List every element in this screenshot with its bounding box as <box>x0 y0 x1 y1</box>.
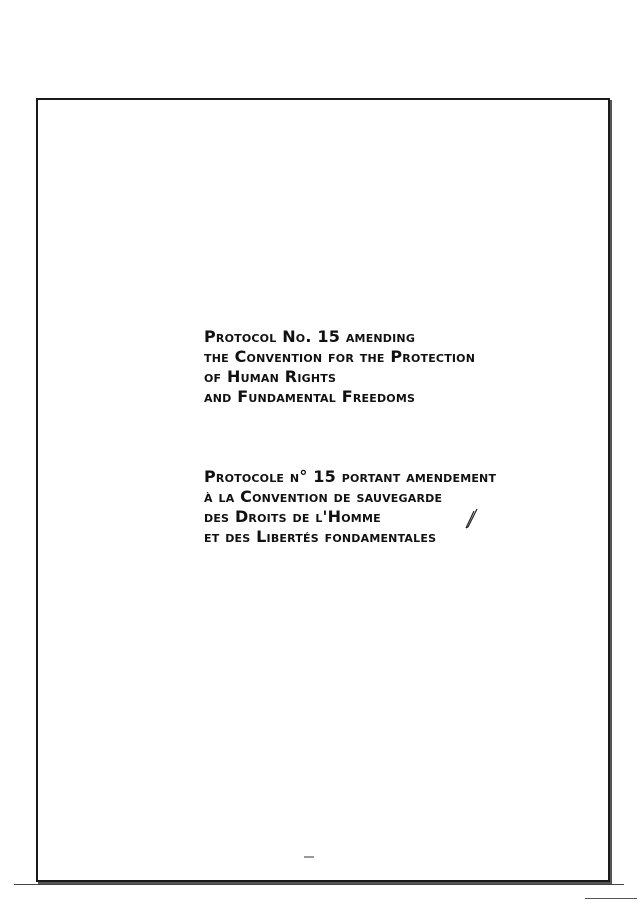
handwritten-mark-icon <box>465 508 479 530</box>
title-english-line-4: and Fundamental Freedoms <box>204 387 416 406</box>
title-french-line-3: des Droits de l'Homme <box>204 507 381 526</box>
title-english-line-3: of Human Rights <box>204 367 337 386</box>
title-english-line-1: Protocol No. 15 amending <box>204 327 416 346</box>
title-english-line-2: the Convention for the Protection <box>204 347 476 366</box>
title-french-line-2: à la Convention de sauvegarde <box>204 487 443 506</box>
title-english <box>204 327 475 407</box>
bottom-rule-short <box>585 898 637 899</box>
title-french-line-4: et des Libertés fondamentales <box>204 527 437 546</box>
title-french-line-1: Protocole n° 15 portant amendement <box>204 467 497 486</box>
title-french <box>204 467 496 547</box>
bottom-rule <box>14 884 624 885</box>
scan-speck <box>304 856 314 858</box>
